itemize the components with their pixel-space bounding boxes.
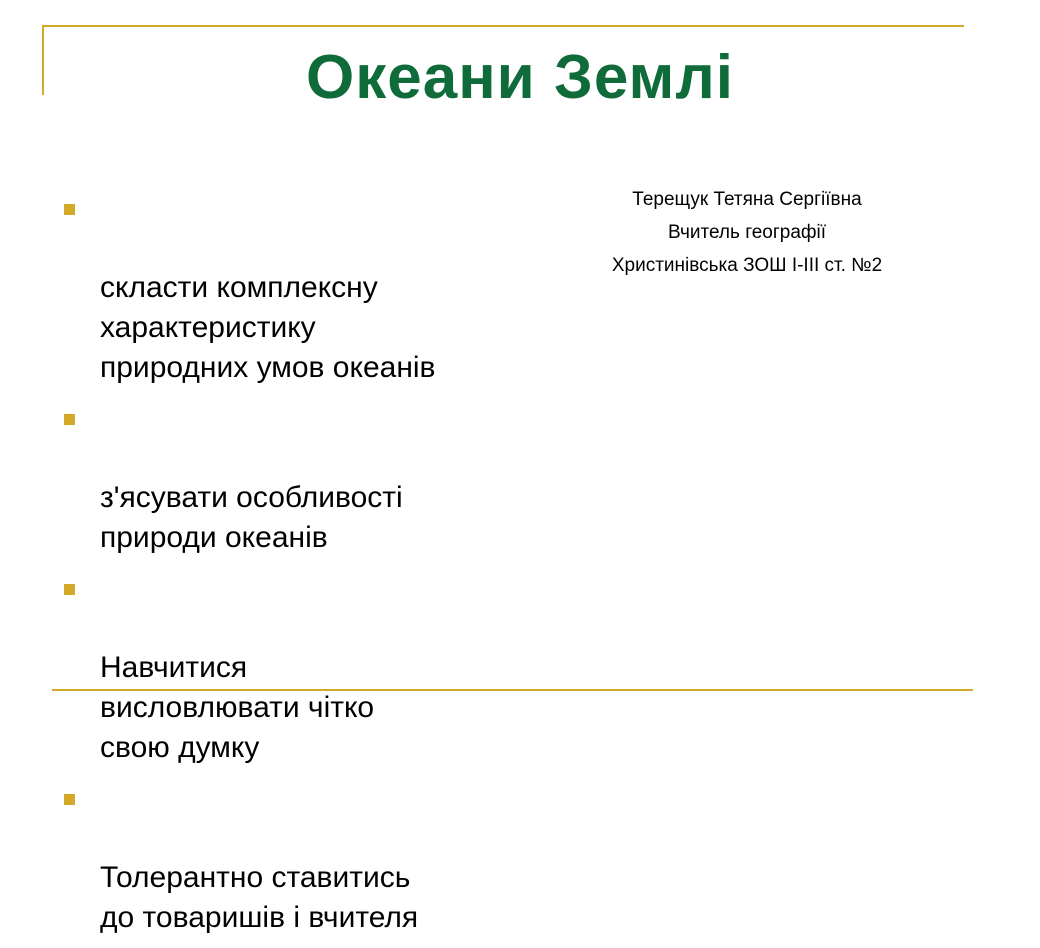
objective-item bbox=[60, 188, 500, 388]
objective-text: Толерантно ставитись до товаришів і вчителя bbox=[100, 861, 419, 934]
square-bullet-icon bbox=[64, 794, 75, 805]
objective-item bbox=[60, 568, 500, 768]
author-position: Вчитель географії bbox=[667, 222, 827, 243]
square-bullet-icon bbox=[64, 204, 75, 215]
bottom-decorative-line bbox=[52, 689, 973, 691]
objective-text: Навчитися висловлювати чітко свою думку bbox=[100, 651, 375, 764]
top-decorative-line bbox=[42, 25, 964, 27]
objectives-list bbox=[60, 188, 500, 948]
author-school: Христинівська ЗОШ І-ІІІ ст. №2 bbox=[611, 255, 883, 276]
objective-item bbox=[60, 398, 500, 558]
square-bullet-icon bbox=[64, 414, 75, 425]
objective-item bbox=[60, 778, 500, 938]
objective-text: з'ясувати особливості природи океанів bbox=[100, 481, 403, 554]
slide-title: Океани Землі bbox=[306, 43, 734, 112]
author-credits bbox=[548, 183, 946, 282]
author-name: Терещук Тетяна Сергіївна bbox=[632, 189, 862, 210]
objective-text: скласти комплексну характеристику природних умов океанів bbox=[100, 271, 436, 384]
square-bullet-icon bbox=[64, 584, 75, 595]
